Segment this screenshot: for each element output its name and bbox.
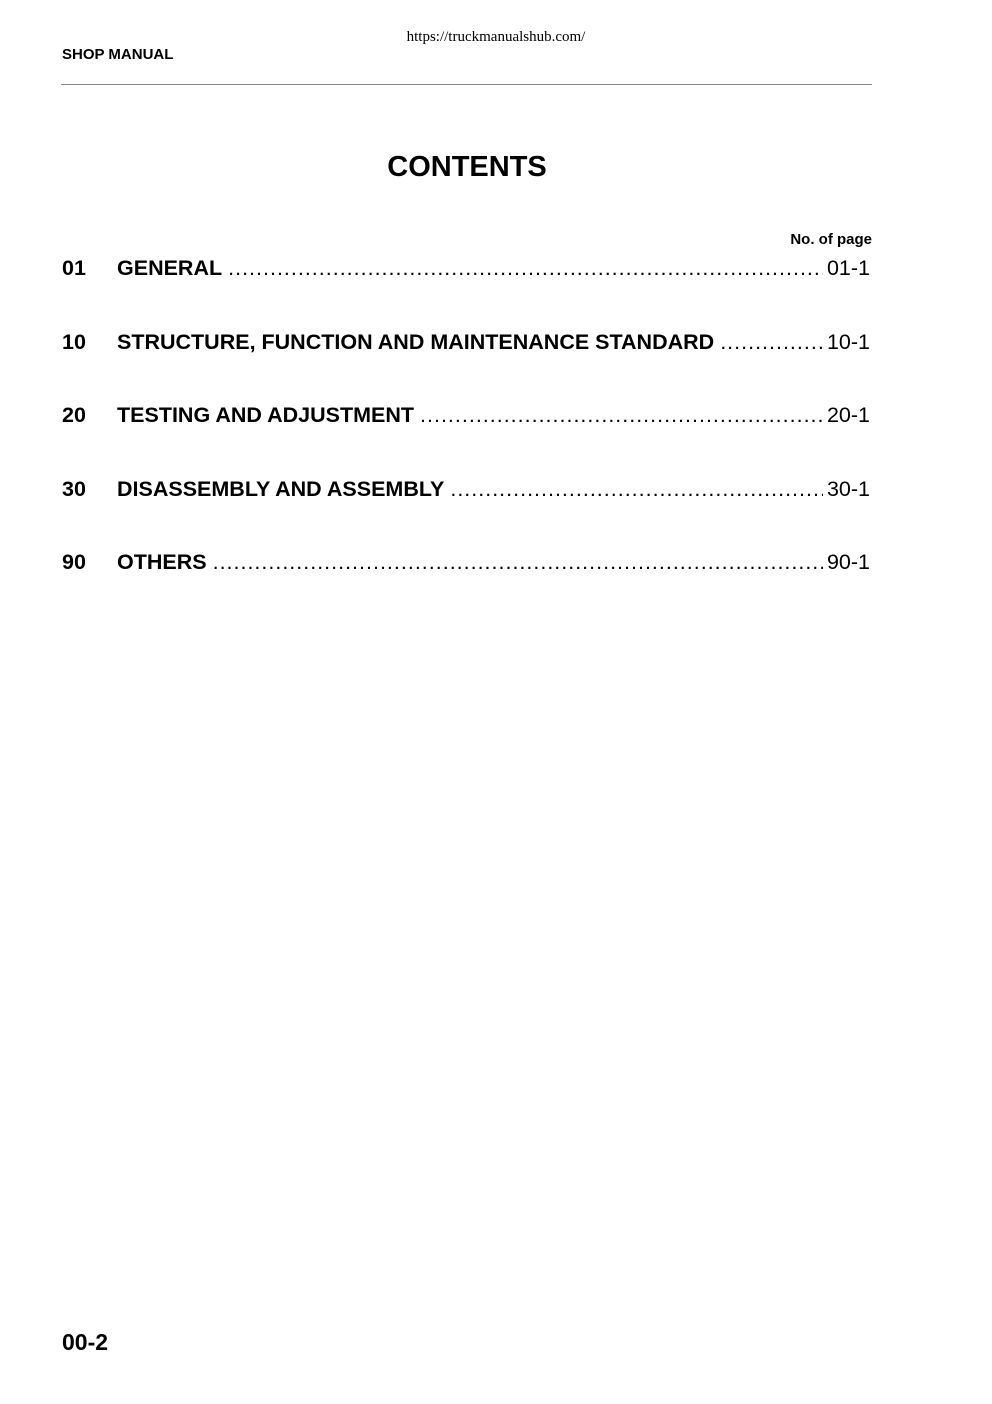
page-column-heading: No. of page bbox=[790, 231, 872, 248]
page-number: 00-2 bbox=[62, 1329, 109, 1355]
toc-entry-structure[interactable] bbox=[62, 328, 870, 402]
header-divider bbox=[61, 84, 872, 85]
dot-leader bbox=[720, 328, 823, 356]
dot-leader bbox=[420, 401, 823, 429]
toc-entry-others[interactable] bbox=[62, 548, 870, 622]
toc-entry-page: 20-1 bbox=[826, 403, 870, 427]
toc-entry-label: GENERAL bbox=[117, 256, 223, 280]
toc-entry-number: 01 bbox=[62, 256, 86, 280]
toc-entry-number: 10 bbox=[62, 329, 86, 354]
toc-entry-general[interactable] bbox=[62, 254, 870, 328]
toc-entry-label: DISASSEMBLY AND ASSEMBLY bbox=[117, 476, 445, 501]
dot-leader bbox=[213, 548, 823, 576]
toc-entry-page: 90-1 bbox=[826, 550, 870, 574]
toc-entry-disassembly[interactable] bbox=[62, 475, 870, 549]
toc-entry-label: STRUCTURE, FUNCTION AND MAINTENANCE STANDARD bbox=[117, 329, 715, 354]
toc-entry-label: TESTING AND ADJUSTMENT bbox=[117, 403, 415, 427]
dot-leader bbox=[450, 475, 823, 503]
manual-label: SHOP MANUAL bbox=[62, 46, 174, 63]
toc-entry-page: 10-1 bbox=[826, 329, 870, 354]
toc-entry-label: OTHERS bbox=[117, 550, 207, 574]
toc-entry-page: 01-1 bbox=[826, 256, 870, 280]
toc-entry-number: 20 bbox=[62, 403, 86, 427]
toc-entry-number: 30 bbox=[62, 476, 86, 501]
page-title: CONTENTS bbox=[387, 151, 547, 183]
source-url: https://truckmanualshub.com/ bbox=[406, 29, 586, 45]
table-of-contents bbox=[62, 254, 870, 622]
dot-leader bbox=[228, 254, 823, 282]
toc-entry-testing[interactable] bbox=[62, 401, 870, 475]
toc-entry-number: 90 bbox=[62, 550, 86, 574]
toc-entry-page: 30-1 bbox=[826, 476, 870, 501]
